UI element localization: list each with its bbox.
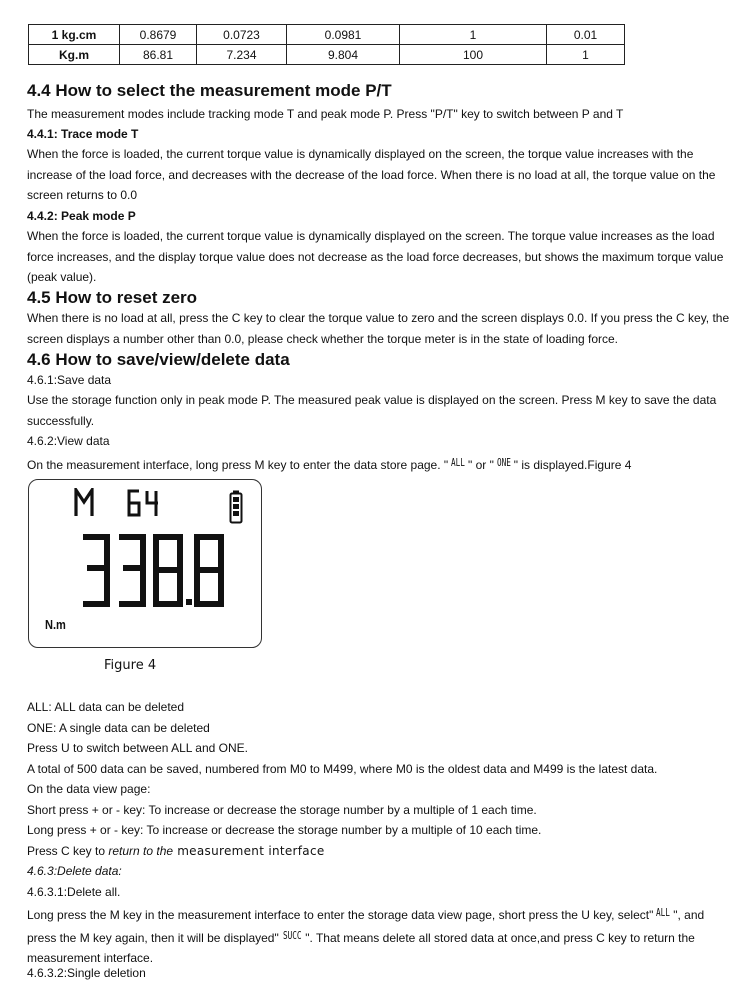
table-cell: 7.234 — [197, 45, 287, 65]
text-fragment: ", and press the M key again, then it will be displayed" — [27, 908, 705, 945]
unit-conversion-table — [28, 24, 625, 65]
table-cell: 0.8679 — [120, 25, 197, 45]
torque-value-readout — [79, 532, 229, 610]
section-heading-4-4: 4.4 How to select the measurement mode P/T — [27, 81, 392, 100]
list-item: ALL: ALL data can be deleted — [27, 700, 185, 714]
table-cell: 9.804 — [287, 45, 400, 65]
section-heading-4-6: 4.6 How to save/view/delete data — [27, 350, 290, 369]
list-item: A total of 500 data can be saved, numbered from M0 to M499, where M0 is the oldest data and M499 is the latest data. — [27, 762, 658, 776]
lcd-one-symbol: ONE — [496, 456, 511, 469]
text-fragment: return to the — [108, 844, 174, 858]
unit-label: N.m — [45, 617, 66, 632]
text-fragment: " is displayed.Figure 4 — [513, 458, 632, 472]
subsection-heading: 4.4.2: Peak mode P — [27, 209, 136, 223]
section-intro: The measurement modes include tracking mode T and peak mode P. Press "P/T" key to switch between P and T — [27, 107, 624, 121]
view-data-line — [27, 455, 631, 473]
text-fragment: ". That means delete all stored data at once,and press C key to return the measurement interface. — [27, 930, 695, 965]
text-fragment: measurement interface — [173, 844, 325, 858]
paragraph: Use the storage function only in peak mode P. The measured peak value is displayed on the screen. Press M key to save the data successfully. — [27, 393, 717, 428]
paragraph: When the force is loaded, the current torque value is dynamically displayed on the screen, the torque value increases with the increase of the load force, and decreases with the decrease of the load force. When there is no load at all, the torque value on the screen returns to 0.0 — [27, 147, 716, 202]
battery-icon — [229, 490, 243, 524]
table-cell: 0.01 — [547, 25, 625, 45]
lcd-all-symbol: ALL — [656, 906, 671, 919]
table-cell: 0.0723 — [197, 25, 287, 45]
subsection-label: 4.6.3.1:Delete all. — [27, 885, 121, 899]
list-item: ONE: A single data can be deleted — [27, 721, 210, 735]
table-row — [29, 25, 625, 45]
subsection-label: 4.6.3.2:Single deletion — [27, 966, 146, 980]
table-cell: 100 — [400, 45, 547, 65]
delete-all-paragraph — [27, 903, 735, 969]
table-row — [29, 45, 625, 65]
mode-m-glyph — [73, 488, 95, 518]
text-fragment: " or " — [468, 458, 494, 472]
lcd-succ-symbol: SUCC — [282, 928, 302, 942]
list-item: On the data view page: — [27, 782, 151, 796]
return-line — [27, 843, 325, 859]
paragraph: When the force is loaded, the current torque value is dynamically displayed on the screen. The torque value increases as the load force increases, and the display torque value does not decrease as the load force decreases, but shows the maximum torque value (peak value). — [27, 229, 724, 284]
list-item: Long press + or - key: To increase or decrease the storage number by a multiple of 10 each time. — [27, 823, 542, 837]
table-cell: 0.0981 — [287, 25, 400, 45]
subsection-heading: 4.4.1: Trace mode T — [27, 127, 139, 141]
subsection-label: 4.6.1:Save data — [27, 373, 112, 387]
table-cell: Kg.m — [29, 45, 120, 65]
lcd-all-symbol: ALL — [451, 456, 466, 469]
table-cell: 1 kg.cm — [29, 25, 120, 45]
table-cell: 86.81 — [120, 45, 197, 65]
subsection-label: 4.6.3:Delete data: — [27, 864, 122, 878]
storage-index-64 — [125, 488, 163, 518]
list-item: Short press + or - key: To increase or decrease the storage number by a multiple of 1 each time. — [27, 803, 537, 817]
lcd-display-figure — [28, 479, 262, 648]
list-item: Press U to switch between ALL and ONE. — [27, 741, 248, 755]
text-fragment: Long press the M key in the measurement interface to enter the storage data view page, short press the U key, select" — [27, 908, 654, 922]
text-fragment: Press C key to — [27, 844, 109, 858]
table-cell: 1 — [400, 25, 547, 45]
subsection-label: 4.6.2:View data — [27, 434, 110, 448]
table-cell: 1 — [547, 45, 625, 65]
figure-caption: Figure 4 — [104, 658, 157, 673]
paragraph: When there is no load at all, press the C key to clear the torque value to zero and the screen displays 0.0. If you press the C key, the screen displays a number other than 0.0, please check whether the torque meter is in the state of loading force. — [27, 311, 730, 346]
section-heading-4-5: 4.5 How to reset zero — [27, 288, 198, 307]
text-fragment: On the measurement interface, long press M key to enter the data store page. " — [27, 458, 449, 472]
